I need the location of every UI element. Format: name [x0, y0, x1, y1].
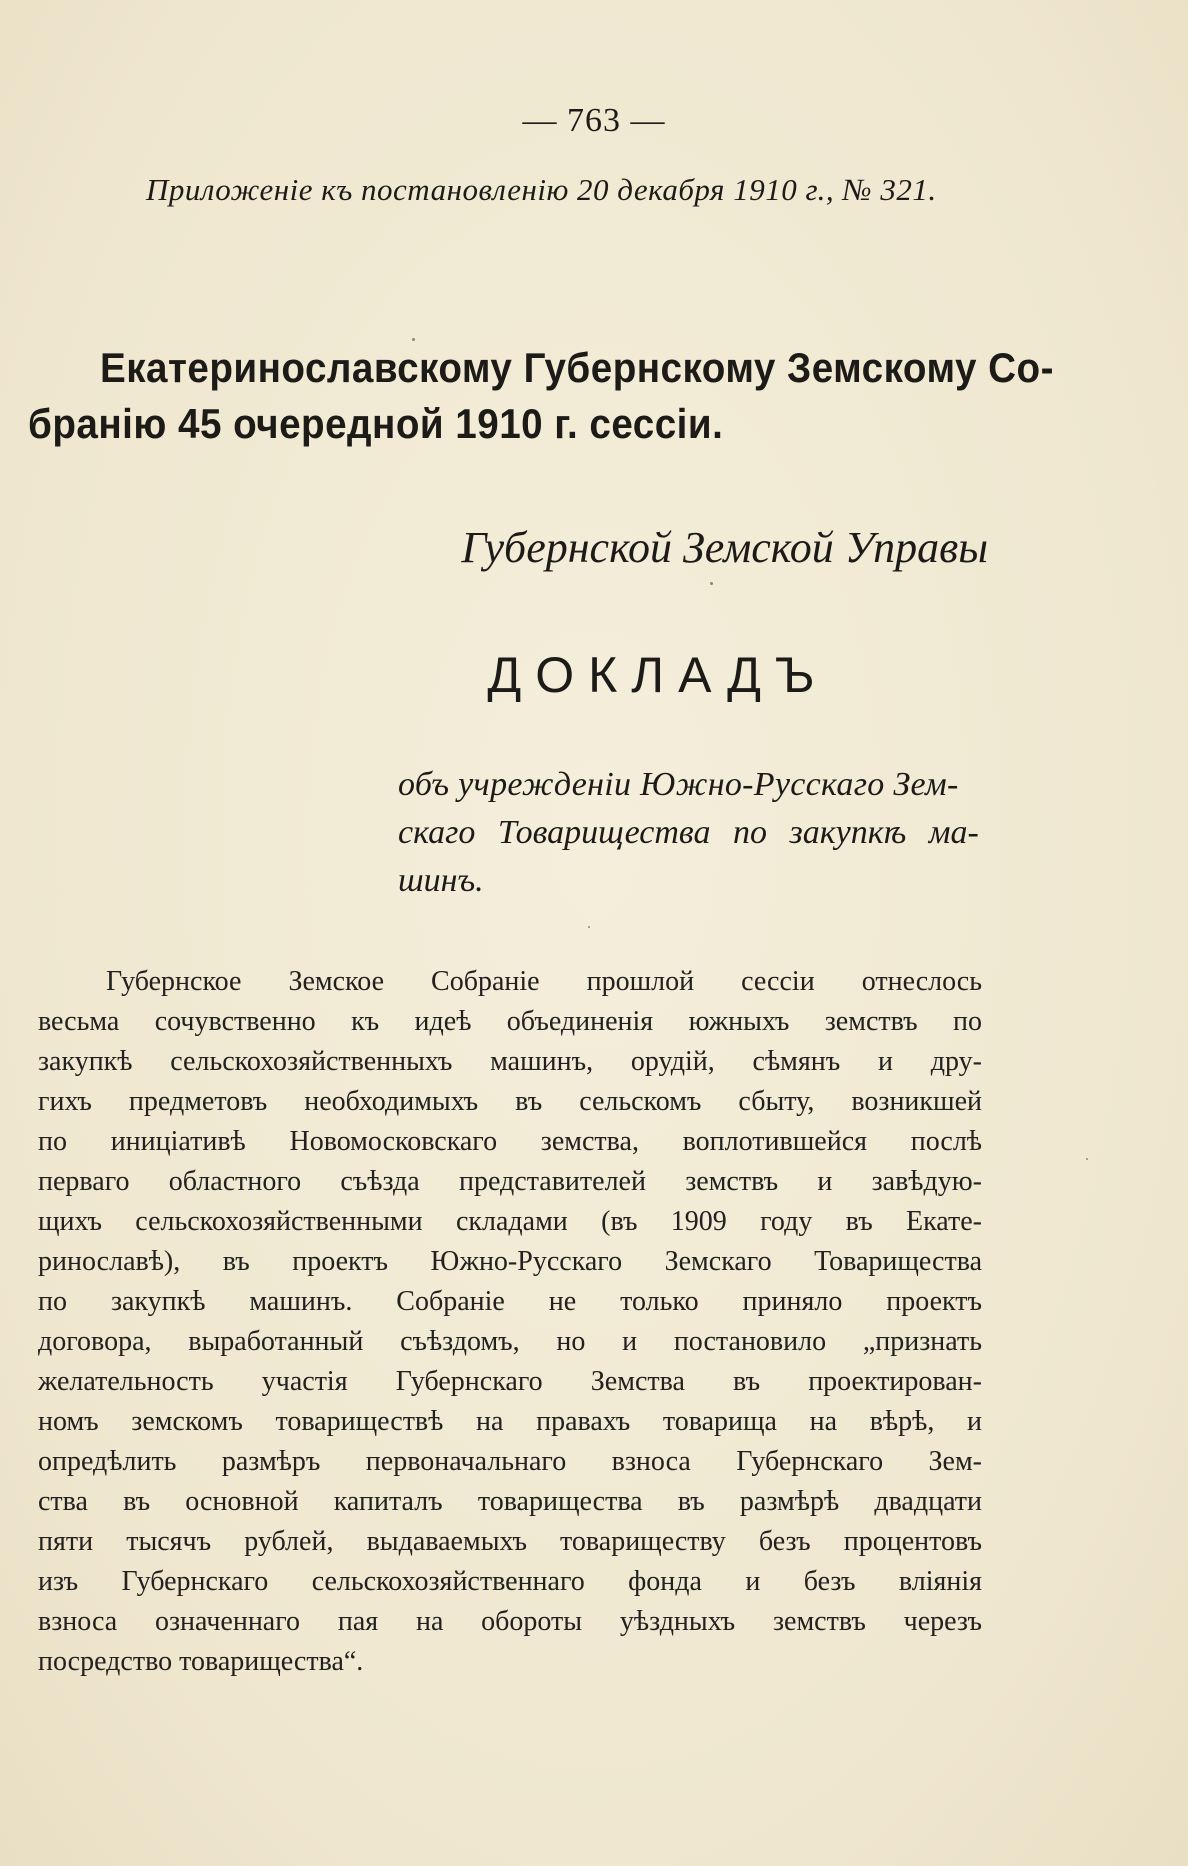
body-line: щихъ сельскохозяйственными складами (въ 1909 году въ Екате- [38, 1206, 982, 1237]
body-line: ства въ основной капиталъ товарищества въ размѣрѣ двадцати [38, 1486, 982, 1517]
body-line: договора, выработанный съѣздомъ, но и постановило „признать [38, 1326, 982, 1357]
body-line: ринославѣ), въ проектъ Южно-Русскаго Земскаго Товарищества [38, 1246, 982, 1277]
body-line: изъ Губернскаго сельскохозяйственнаго фонда и безъ вліянія [38, 1566, 982, 1597]
paper-speck [710, 582, 713, 585]
body-line: номъ земскомъ товариществѣ на правахъ товарища на вѣрѣ, и [38, 1406, 982, 1437]
body-line: перваго областного съѣзда представителей земствъ и завѣдую- [38, 1166, 982, 1197]
paper-speck [1086, 1158, 1088, 1160]
body-line: желательность участія Губернскаго Земства въ проектирован- [38, 1366, 982, 1397]
body-line: опредѣлить размѣръ первоначальнаго взноса Губернскаго Зем- [38, 1446, 982, 1477]
body-line: посредство товарищества“. [38, 1646, 364, 1677]
body-line: взноса означеннаго пая на обороты уѣздныхъ земствъ черезъ [38, 1606, 982, 1637]
body-line: гихъ предметовъ необходимыхъ въ сельскомъ сбыту, возникшей [38, 1086, 982, 1117]
subject-line-2: скаго Товарищества по закупкѣ ма- [398, 814, 979, 851]
report-title: ДОКЛАДЪ [487, 647, 829, 703]
appendix-note: Приложенie къ постановленію 20 декабря 1910 г., № 321. [146, 172, 937, 207]
subject-line-1: объ учрежденіи Южно-Русскаго Зем- [398, 766, 959, 803]
body-line: Губернское Земское Собраніе прошлой сессіи отнеслось [106, 966, 982, 997]
paper-speck [412, 338, 415, 341]
page-number: — 763 — [522, 102, 666, 139]
board-heading: Губернской Земской Управы [461, 523, 988, 572]
addressee-line-1: Екатеринославскому Губернскому Земскому Со- [100, 344, 1054, 391]
subject-line-3: шинъ. [398, 862, 484, 899]
body-line: по иниціативѣ Новомосковскаго земства, воплотившейся послѣ [38, 1126, 982, 1157]
body-line: весьма сочувственно къ идеѣ объединенія южныхъ земствъ по [38, 1006, 982, 1037]
body-line: пяти тысячъ рублей, выдаваемыхъ товариществу безъ процентовъ [38, 1526, 982, 1557]
paper-speck [588, 926, 590, 928]
body-line: по закупкѣ машинъ. Собраніе не только приняло проектъ [38, 1286, 982, 1317]
addressee-line-2: бранію 45 очередной 1910 г. сессіи. [28, 400, 724, 447]
body-line: закупкѣ сельскохозяйственныхъ машинъ, орудій, сѣмянъ и дру- [38, 1046, 982, 1077]
